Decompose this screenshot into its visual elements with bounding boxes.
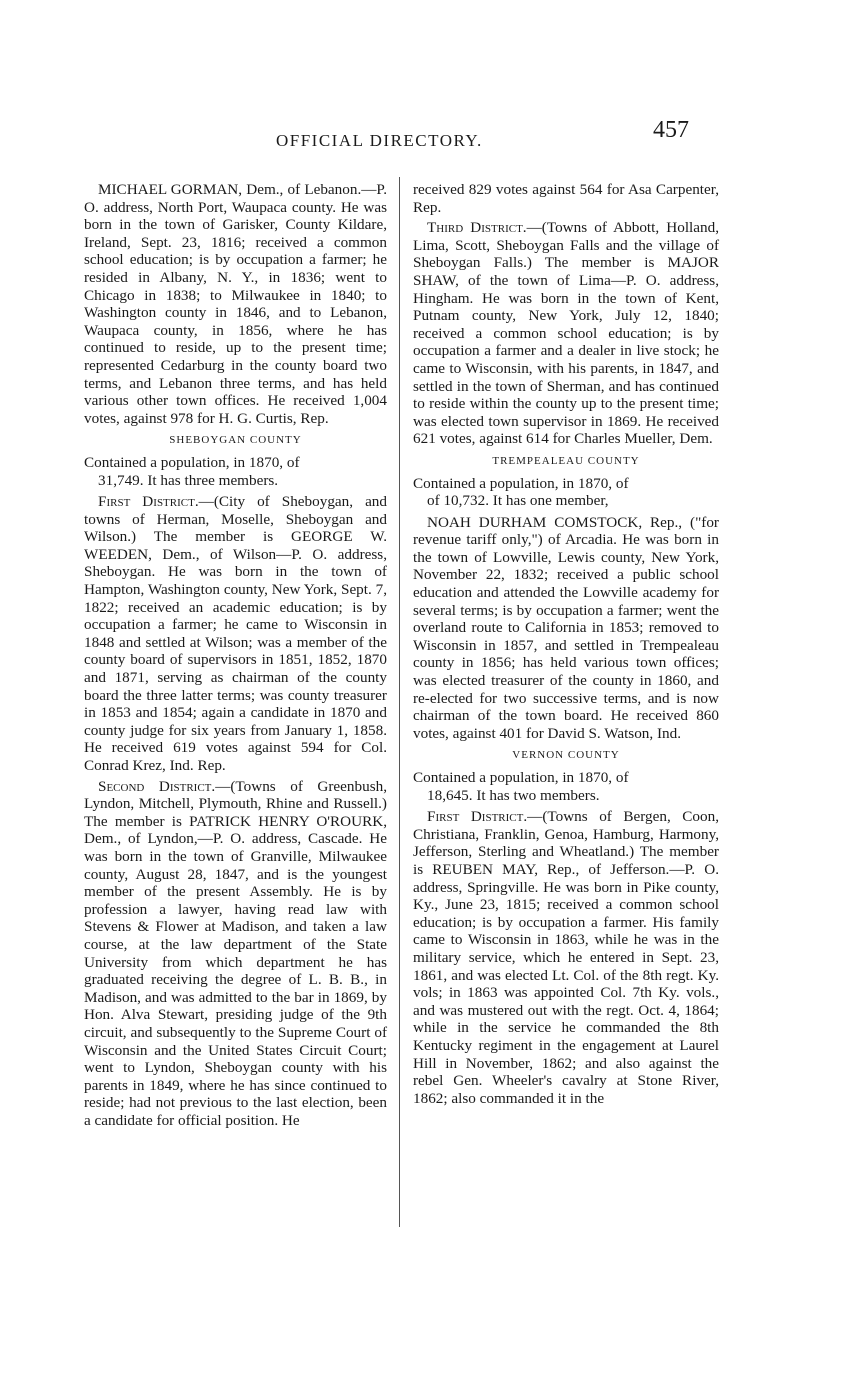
trempealeau-population-line-1: Contained a population, in 1870, of [413, 474, 629, 492]
comstock-entry: NOAH DURHAM COMSTOCK, Rep., ("for revenue tariff only,") of Arcadia. He was born in the town of Lowville, Lewis county, New York, November 22, 1832; received a public school education and attended the Lowville academy for several terms; is by occupation a farmer; went the overland route to California in 1853; removed to Wisconsin in 1857, and settled in Trempealeau county in 1856; has held various town offices; was elected treasurer of the county in 1860, and re-elected for two successive terms, and is now chairman of the town board. He received 860 votes, against 401 for David S. Watson, Ind. [413, 513, 719, 742]
second-district-label: Second District. [98, 777, 216, 795]
left-column [84, 181, 387, 1129]
sheboygan-population-line-2: 31,749. It has three members. [98, 471, 279, 489]
third-district-text: —(Towns of Abbott, Holland, Lima, Scott, Sheboygan Falls and the village of Sheboygan Falls.) The member is MAJOR SHAW, of the town of Lima—P. O. address, Hingham. He was born in the town of Kent, Putnam county, New York, July 12, 1840; received a common school education; is by occupation a farmer and a dealer in live stock; he came to Wisconsin, with his parents, in 1847, and settled in the town of Sherman, and has continued to reside within the county up to the present time; was elected town supervisor in 1869. He received 621 votes, against 614 for Charles Mueller, Dem. [413, 219, 719, 448]
sheboygan-second-district [84, 778, 387, 1130]
right-column [413, 181, 719, 1107]
sheboygan-county-heading: SHEBOYGAN COUNTY [169, 434, 302, 447]
page-title: OFFICIAL DIRECTORY. [276, 131, 483, 150]
column-divider [399, 177, 400, 1227]
vernon-population [413, 769, 719, 804]
sheboygan-first-district [84, 493, 387, 775]
trempealeau-population-line-2: of 10,732. It has one member, [427, 492, 609, 510]
sheboygan-population-line-1: Contained a population, in 1870, of [84, 453, 300, 471]
third-district-label: Third District. [427, 219, 527, 237]
continued-text: received 829 votes against 564 for Asa Carpenter, Rep. [413, 181, 719, 216]
gorman-entry: MICHAEL GORMAN, Dem., of Lebanon.—P. O. address, North Port, Waupaca county. He was born in the town of Garisker, County Kildare, Ireland, Sept. 23, 1816; received a common school education; is by occupation a farmer; he resided in Albany, N. Y., in 1836; went to Chicago in 1838; to Milwaukee in 1840; to Washington county in 1846, and to Lebanon, Waupaca county, in 1856, where he has continued to reside, up to the present time; represented Cedarburg in the county board two terms, and Lebanon three terms, and has held various other town offices. He received 1,004 votes, against 978 for H. G. Curtis, Rep. [84, 181, 387, 427]
trempealeau-county-heading: TREMPEALEAU COUNTY [492, 454, 640, 467]
first-district-text: —(City of Sheboygan, and towns of Herman, Moselle, Sheboygan and Wilson.) The member is GEORGE W. WEEDEN, Dem., of Wilson—P. O. address, Sheboygan. He was born in the town of Hampton, Washington county, New York, Sept. 7, 1822; received an academic education; is by occupation a farmer; he came to Wisconsin in 1848 and settled at Wilson; was a member of the county board of supervisors in 1851, 1852, 1870 and 1871, serving as chairman of the county board the three latter terms; was county treasurer in 1853 and 1854; again a candidate in 1870 and county judge for six years from January 1, 1858. He received 619 votes against 594 for Col. Conrad Krez, Ind. Rep. [84, 493, 387, 774]
first-district-label: First District. [98, 493, 199, 511]
second-district-text: —(Towns of Greenbush, Lyndon, Mitchell, Plymouth, Rhine and Russell.) The member is PATRICK HENRY O'ROURK, Dem., of Lyndon,—P. O. address, Cascade. He was born in the town of Granville, Milwaukee county, August 28, 1847, and is the youngest member of the present Assembly. He is by profession a lawyer, having read law with Stevens & Flower at Madison, and taken a law course, at the law department of the State University from which department he has graduated receiving the degree of L. B. B., in Madison, and was admitted to the bar in 1869, by Hon. Alva Stewart, presiding judge of the 9th circuit, and subsequently to the Supreme Court of Wisconsin and the United States Circuit Court; went to Lyndon, Sheboygan county with his parents in 1849, where he has since continued to reside; had not previous to the last election, been a candidate for official position. He [84, 777, 387, 1129]
sheboygan-third-district [413, 219, 719, 448]
vernon-first-district [413, 808, 719, 1107]
vernon-population-line-2: 18,645. It has two members. [427, 786, 600, 804]
trempealeau-population [413, 475, 719, 510]
sheboygan-population [84, 454, 387, 489]
vernon-first-district-text: —(Towns of Bergen, Coon, Christiana, Franklin, Genoa, Hamburg, Harmony, Jefferson, Sterling and Wheatland.) The member is REUBEN MAY, Rep., of Jefferson.—P. O. address, Springville. He was born in Pike county, Ky., June 23, 1815; received a common school education; is by occupation a farmer. His family came to Wisconsin in 1863, while he was in the military service, which he entered in Sept. 23, 1861, and was elected Lt. Col. of the 8th regt. Ky. vols; in 1863 was appointed Col. 7th Ky. vols., and was mustered out with the regt. Oct. 4, 1864; while in the service he commanded the 8th Kentucky regiment in the engagement at Laurel Hill in November, 1862; and also against the rebel Gen. Wheeler's cavalry at Stone River, 1862; also commanded it in the [413, 808, 719, 1107]
vernon-county-heading: VERNON COUNTY [512, 749, 620, 762]
vernon-population-line-1: Contained a population, in 1870, of [413, 769, 629, 786]
vernon-first-district-label: First District. [427, 808, 528, 826]
page-number: 457 [653, 117, 689, 143]
